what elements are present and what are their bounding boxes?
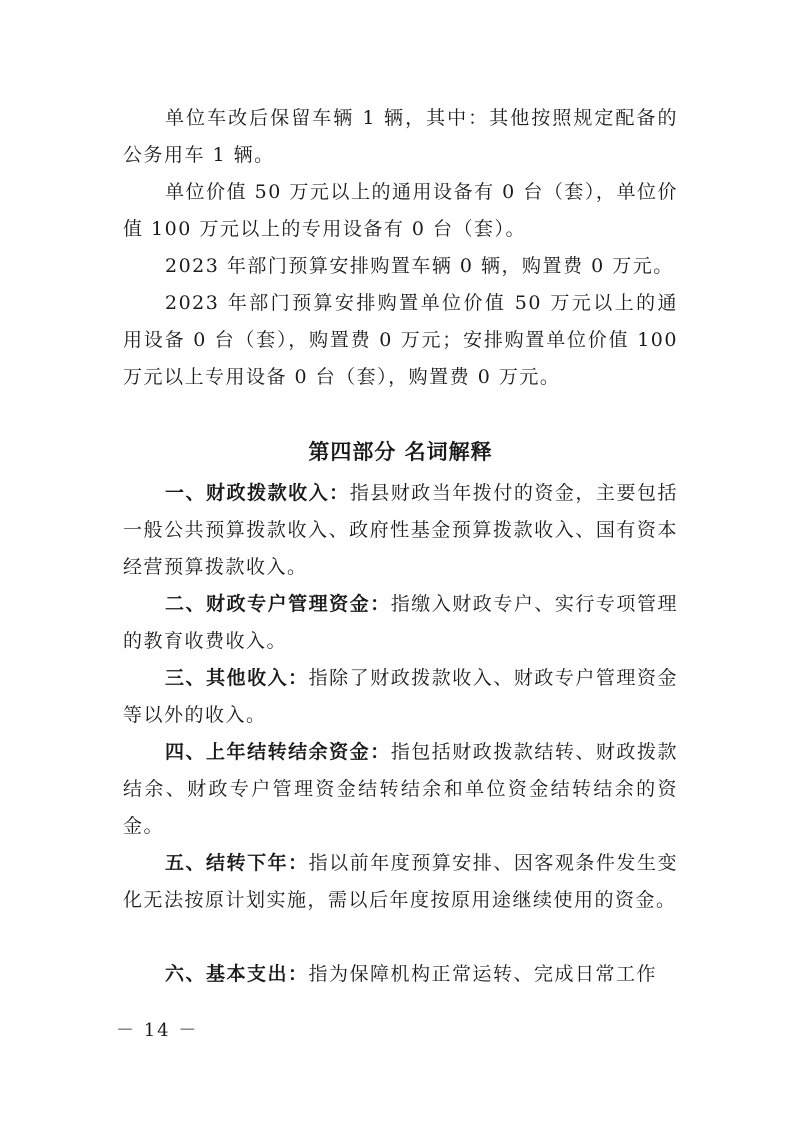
definition-term: 六、基本支出： [165,963,309,985]
paragraph-text: 2023 年部门预算安排购置单位价值 50 万元以上的通用设备 0 台（套），购置费 0 万元；安排购置单位价值 100 万元以上专用设备 0 台（套），购置费 0 万元。 [123,292,678,388]
definition-item [123,586,678,660]
definition-term: 一、财政拨款收入： [165,482,350,504]
paragraph-text: 单位价值 50 万元以上的通用设备有 0 台（套），单位价值 100 万元以上的专用设备有 0 台（套）。 [123,181,678,240]
definition-text: 指为保障机构正常运转、完成日常工作 [308,963,658,985]
definition-term: 三、其他收入： [165,667,309,689]
definition-item [123,956,678,993]
definition-text: 指以前年度预算安排、因客观条件发生变化无法按原计划实施，需以后年度按原用途继续使用的资金。 [123,852,678,911]
paragraph-vehicles [123,100,678,174]
paragraph-equipment-holdings [123,174,678,248]
definition-term: 五、结转下年： [165,852,309,874]
definition-term: 二、财政专户管理资金： [165,593,391,615]
definition-item [123,845,678,919]
definition-item [123,475,678,586]
paragraph-text: 单位车改后保留车辆 1 辆，其中：其他按照规定配备的公务用车 1 辆。 [123,107,678,166]
definition-item [123,734,678,845]
paragraph-text: 2023 年部门预算安排购置车辆 0 辆，购置费 0 万元。 [165,255,674,277]
page-number: － 14 － [116,1020,199,1041]
definition-text: 指县财政当年拨付的资金，主要包括一般公共预算拨款收入、政府性基金预算拨款收入、国有资本经营预算拨款收入。 [123,482,678,578]
definition-term: 四、上年结转结余资金： [165,741,391,763]
definition-text: 指包括财政拨款结转、财政拨款结余、财政专户管理资金结转结余和单位资金结转结余的资金。 [123,741,678,837]
definition-text: 指除了财政拨款收入、财政专户管理资金等以外的收入。 [123,667,678,726]
definition-item [123,660,678,734]
paragraph-equipment-purchase [123,285,678,396]
definition-text: 指缴入财政专户、实行专项管理的教育收费收入。 [123,593,678,652]
paragraph-vehicle-purchase [123,248,678,285]
section-heading: 第四部分 名词解释 [308,440,493,464]
